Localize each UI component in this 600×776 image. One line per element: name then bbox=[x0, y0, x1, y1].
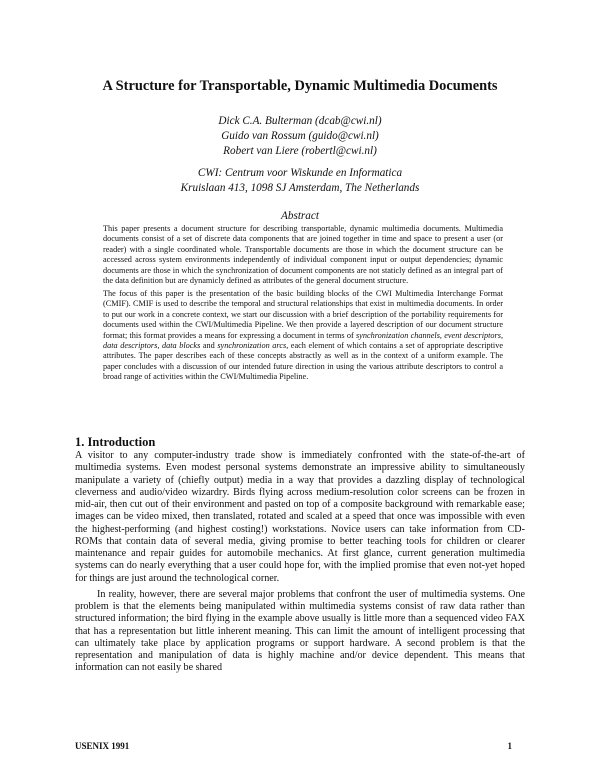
term-data-blocks: data blocks bbox=[161, 340, 201, 350]
abstract-paragraph-2 bbox=[103, 289, 503, 383]
author-list bbox=[0, 114, 600, 159]
introduction-body bbox=[75, 450, 525, 675]
paper-title: A Structure for Transportable, Dynamic Multimedia Documents bbox=[102, 78, 498, 94]
abstract-text-d: , bbox=[157, 340, 162, 350]
author-2: Guido van Rossum (guido@cwi.nl) bbox=[221, 130, 379, 142]
affiliation-line-2: Kruislaan 413, 1098 SJ Amsterdam, The Netherlands bbox=[180, 182, 420, 194]
section-heading-introduction: 1. Introduction bbox=[75, 435, 156, 449]
introduction-paragraph-2: In reality, however, there are several major problems that confront the user of multimedia systems. One problem is that the elements being manipulated within multimedia systems consist of raw data rather than structured information; the bird flying in the example above usually is little more than a sequenced video FAX that has a representation but little inherent meaning. This can limit the amount of intelligent processing that can ultimately take place by application programs or support hardware. A second problem is that the representation and manipulation of data is highly machine and/or device dependent. This means that information can not easily be shared bbox=[75, 588, 525, 674]
author-3: Robert van Liere (robertl@cwi.nl) bbox=[223, 145, 377, 157]
term-event-descriptors: event descriptors bbox=[444, 330, 501, 340]
page-number: 1 bbox=[507, 741, 512, 751]
author-1: Dick C.A. Bulterman (dcab@cwi.nl) bbox=[218, 115, 382, 127]
affiliation bbox=[0, 166, 600, 196]
footer-venue: USENIX 1991 bbox=[75, 741, 130, 751]
introduction-paragraph-1: A visitor to any computer-industry trade show is immediately confronted with the state-of-the-art of multimedia systems. Even modest personal systems demonstrate an impressive ability to simultaneously manipulate a variety of (chiefly output) media in a way that provides a dazzling display of technological cleverness and audio/video wizardry. Birds flying across medium-resolution color screens can be frozen in mid-air, then cut out of their environment and pasted on top of a composite background with remarkable ease; images can be video mixed, then translated, rotated and scaled at a speed that once was impossible with even the highest-performing (and highest costing!) workstations. Novice users can take information from CD-ROMs that contain data of several media, giving promise to better teaching tools for children or clearer maintenance and repair guides for automobile mechanics. At first glance, current generation multimedia systems can do nearly everything that a user could hope for, with the implied promise that even not-yet hoped for things are just around the technological corner. bbox=[75, 450, 525, 584]
abstract-text-f: , each element of which contains a set of appropriate descriptive attributes. The paper describes each of these concepts abstractly as well as in the context of a uniform example. The paper concludes with a discussion of our intended future direction in using the various attribute descriptors to control a broad range of activities within the CWI/Multimedia Pipeline. bbox=[103, 340, 504, 382]
term-sync-arcs: synchronization arcs bbox=[217, 340, 287, 350]
term-data-descriptors: data descriptors bbox=[103, 340, 158, 350]
abstract-text-a: The focus of this paper is the presentation of the basic building blocks of the CWI Multimedia Interchange Format (CMIF). CMIF is used to describe the temporal and structural relationships that exist in multimedia documents. In order to put our work in a concrete context, we start our discussion with a brief description of the portability requirements for documents used within the CWI/Multimedia Pipeline. We then provide a layered description of our document structure format; this format provides a means for expressing a document in terms of bbox=[103, 288, 503, 340]
abstract-paragraph-1: This paper presents a document structure for describing transportable, dynamic multimedia documents. Multimedia documents consist of a set of discrete data components that are joined together in time and space to present a user (or reader) with a single coordinated whole. Transportable documents are those in which the document structure can be accessed across system environments independently of individual component input or output dependencies; dynamic documents are those in which the synchronization of document components are not staticly defined as an integral part of the data definition but are dynamicly defined as attributes of the general document structure. bbox=[103, 224, 503, 286]
term-sync-channels: synchronization channels bbox=[355, 330, 440, 340]
affiliation-line-1: CWI: Centrum voor Wiskunde en Informatica bbox=[197, 167, 403, 179]
abstract-heading: Abstract bbox=[281, 210, 319, 222]
abstract-text-c: , bbox=[500, 330, 504, 340]
abstract-body bbox=[103, 224, 503, 383]
abstract-text-b: , bbox=[439, 330, 445, 340]
abstract-text-e: and bbox=[200, 340, 218, 350]
